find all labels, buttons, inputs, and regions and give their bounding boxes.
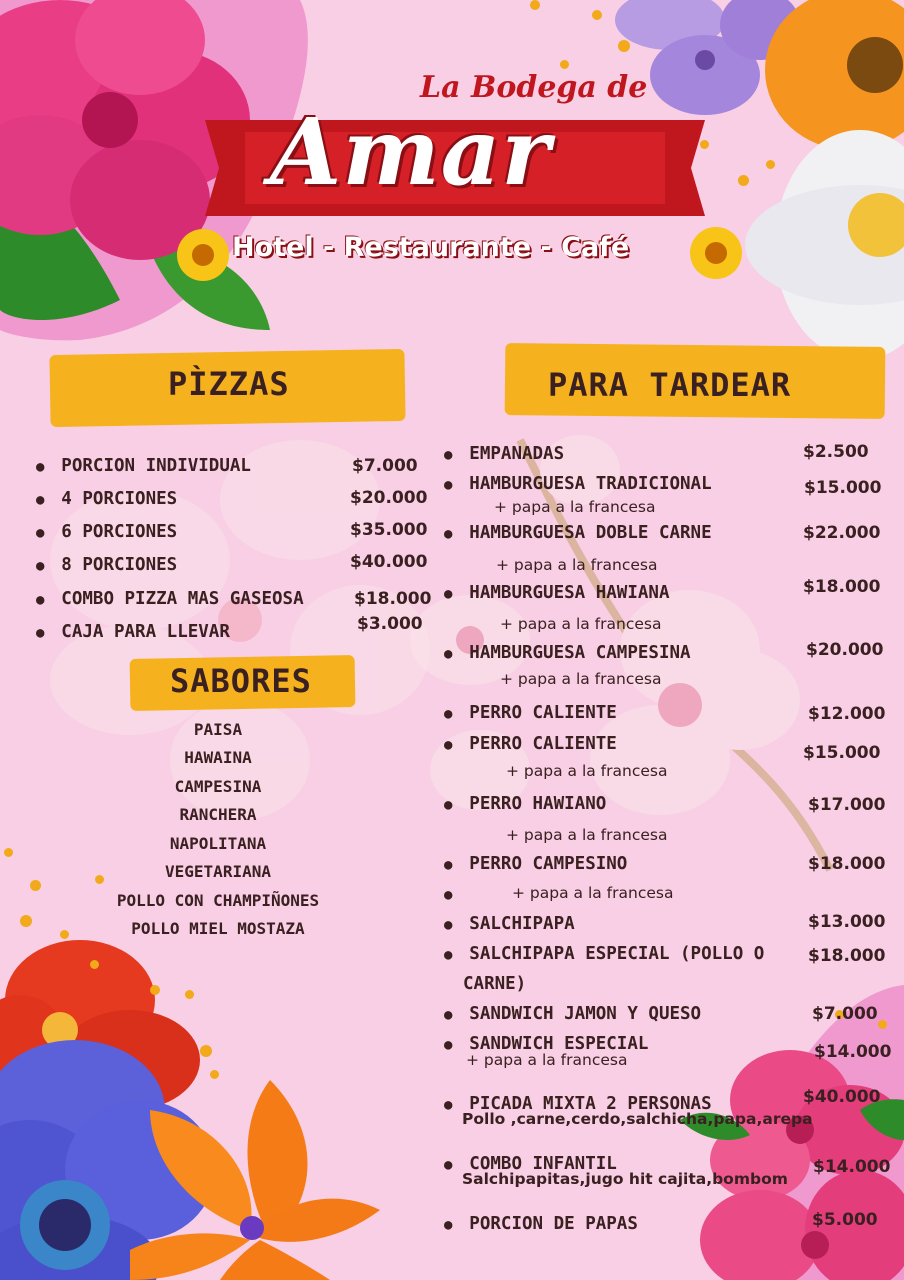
item-note: + papa a la francesa <box>500 670 662 688</box>
item-price: $35.000 <box>350 520 428 540</box>
flavor-item: HAWAINA <box>184 748 252 767</box>
item-price: $40.000 <box>350 552 428 572</box>
list-item: ● EMPANADAS <box>444 444 565 464</box>
item-name-continued: CARNE) <box>463 974 527 994</box>
list-item: ● COMBO PIZZA MAS GASEOSA <box>36 589 304 609</box>
item-price: $18.000 <box>808 854 886 874</box>
item-price: $7.000 <box>352 456 418 476</box>
item-price: $3.000 <box>357 614 423 634</box>
sunflower-left-icon <box>177 229 229 281</box>
list-item: ● PORCION INDIVIDUAL <box>36 456 251 476</box>
list-item: ● PERRO CAMPESINO <box>444 854 628 874</box>
bullet-icon: ● <box>444 887 453 903</box>
item-note: + papa a la francesa <box>506 762 668 780</box>
item-price: $14.000 <box>814 1042 892 1062</box>
list-item: ● CAJA PARA LLEVAR <box>36 622 230 642</box>
list-item: ● HAMBURGUESA HAWIANA <box>444 583 670 603</box>
flavor-item: VEGETARIANA <box>165 862 271 881</box>
pizzas-title: PÌZZAS <box>168 365 290 403</box>
sabores-title: SABORES <box>170 662 312 700</box>
tardear-title: PARA TARDEAR <box>548 366 792 404</box>
flavor-item: POLLO CON CHAMPIÑONES <box>116 891 320 910</box>
item-price: $5.000 <box>812 1210 878 1230</box>
item-note: + papa a la francesa <box>500 615 662 633</box>
flavor-item: PAISA <box>193 720 243 739</box>
list-item: ● SANDWICH ESPECIAL <box>444 1034 649 1054</box>
orange-flower-icon <box>765 0 904 150</box>
flavor-item: RANCHERA <box>179 805 257 824</box>
list-item: ● HAMBURGUESA TRADICIONAL <box>444 474 712 494</box>
brand-name: Amar <box>270 98 551 206</box>
list-item: ● HAMBURGUESA DOBLE CARNE <box>444 523 712 543</box>
tagline: Hotel - Restaurante - Café <box>232 232 630 263</box>
item-note: Salchipapitas,jugo hit cajita,bombom <box>462 1170 788 1188</box>
list-item: ● PORCION DE PAPAS <box>444 1214 638 1234</box>
list-item: ● COMBO INFANTIL <box>444 1154 617 1174</box>
item-note: Pollo ,carne,cerdo,salchicha,papa,arepa <box>462 1110 813 1128</box>
flavor-item: POLLO MIEL MOSTAZA <box>131 919 305 938</box>
list-item: ● 6 PORCIONES <box>36 522 178 542</box>
item-price: $18.000 <box>803 577 881 597</box>
item-price: $2.500 <box>803 442 869 462</box>
header-subtitle: La Bodega de <box>420 70 648 105</box>
list-item: ● SALCHIPAPA ESPECIAL (POLLO O <box>444 944 765 964</box>
list-item: ● PERRO CALIENTE <box>444 703 617 723</box>
item-note: + papa a la francesa <box>506 826 668 844</box>
item-price: $15.000 <box>804 478 882 498</box>
item-note: + papa a la francesa <box>512 884 674 902</box>
item-note: + papa a la francesa <box>496 556 658 574</box>
list-item: ● HAMBURGUESA CAMPESINA <box>444 643 691 663</box>
item-price: $7.000 <box>812 1004 878 1024</box>
item-price: $22.000 <box>803 523 881 543</box>
item-price: $12.000 <box>808 704 886 724</box>
sunflower-right-icon <box>690 227 742 279</box>
item-price: $20.000 <box>806 640 884 660</box>
item-price: $14.000 <box>813 1157 891 1177</box>
item-price: $20.000 <box>350 488 428 508</box>
item-note: + papa a la francesa <box>494 498 656 516</box>
item-note: + papa a la francesa <box>466 1051 628 1069</box>
flavor-item: NAPOLITANA <box>169 834 267 853</box>
item-price: $40.000 <box>803 1087 881 1107</box>
item-price: $17.000 <box>808 795 886 815</box>
list-item: ● 4 PORCIONES <box>36 489 178 509</box>
list-item: ● 8 PORCIONES <box>36 555 178 575</box>
item-price: $15.000 <box>803 743 881 763</box>
item-price: $18.000 <box>808 946 886 966</box>
item-price: $13.000 <box>808 912 886 932</box>
list-item: ● PERRO HAWIANO <box>444 794 607 814</box>
item-price: $18.000 <box>354 589 432 609</box>
flavor-item: CAMPESINA <box>174 777 262 796</box>
list-item: ● SANDWICH JAMON Y QUESO <box>444 1004 702 1024</box>
list-item: ● PERRO CALIENTE <box>444 734 617 754</box>
list-item: ● PICADA MIXTA 2 PERSONAS <box>444 1094 712 1114</box>
list-item: ● SALCHIPAPA <box>444 914 575 934</box>
